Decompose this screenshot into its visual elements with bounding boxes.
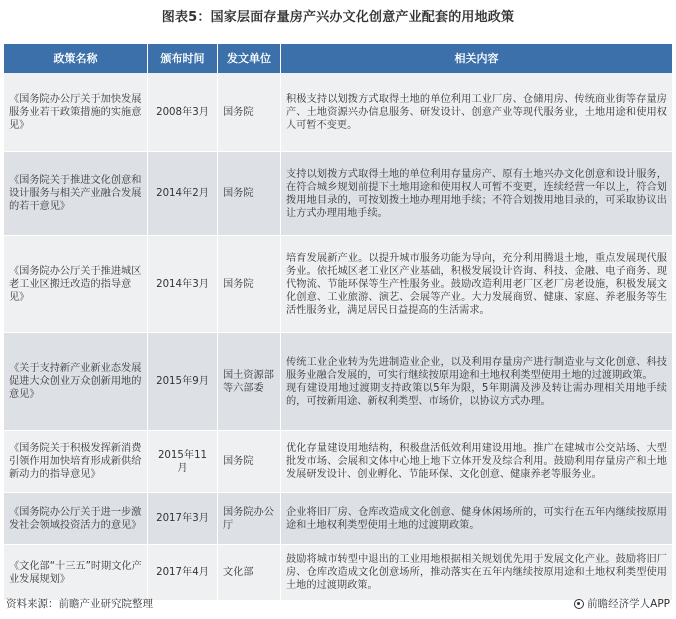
- table-row: [4, 236, 672, 333]
- issue-date-cell: 2017年4月: [148, 545, 218, 601]
- figure-title: 图表5：国家层面存量房产兴办文化创意产业配套的用地政策: [161, 10, 515, 25]
- policy-name-cell: 《国务院关于推进文化创意和设计服务与相关产业融合发展的若干意见》: [4, 152, 148, 236]
- header-content: 相关内容: [281, 44, 672, 73]
- policy-name-cell: 《文化部“十三五”时期文化产业发展规划》: [4, 545, 148, 601]
- issue-date-cell: 2014年3月: [148, 236, 218, 333]
- policy-name-cell: 《国务院办公厅关于推进城区老工业区搬迁改造的指导意见》: [4, 236, 148, 333]
- brand-attribution: [574, 596, 670, 611]
- policy-name-cell: 《国务院关于积极发挥新消费引领作用加快培育形成新供给新动力的指导意见》: [4, 431, 148, 493]
- issue-date-cell: 2014年2月: [148, 152, 218, 236]
- data-source-note: 资料来源：前瞻产业研究院整理: [6, 598, 153, 610]
- table-row: [4, 545, 672, 601]
- issuing-unit-cell: 国务院: [218, 152, 281, 236]
- header-policy-name: 政策名称: [4, 44, 148, 73]
- policy-table: [4, 44, 672, 601]
- issue-date-cell: 2015年11月: [148, 431, 218, 493]
- table-row: [4, 431, 672, 493]
- issue-date-cell: 2008年3月: [148, 73, 218, 152]
- content-cell: 积极支持以划拨方式取得土地的单位利用工业厂房、仓储用房、传统商业街等存量房产、土地资源兴办信息服务、研发设计、创意产业等现代服务业，土地用途和使用权人可暂不变更。: [281, 73, 672, 152]
- content-cell: 企业将旧厂房、仓库改造成文化创意、健身休闲场所的，可实行在五年内继续按原用途和土地权利类型使用土地的过渡期政策。: [281, 493, 672, 545]
- table-row: [4, 152, 672, 236]
- header-issuing-unit: 发文单位: [218, 44, 281, 73]
- table-header-row: [4, 44, 672, 73]
- content-cell: 优化存量建设用地结构，积极盘活低效利用建设用地。推广在建城市公交站场、大型批发市场、会展和文体中心地上地下立体开发及综合利用。鼓励利用存量房产和土地发展研发设计、创业孵化、节能环保、文化创意、健康养老等服务业。: [281, 431, 672, 493]
- content-cell: 传统工业企业转为先进制造业企业，以及利用存量房产进行制造业与文化创意、科技服务业融合发展的，可实行继续按原用途和土地权利类型使用土地的过渡期政策。 现有建设用地过渡期支持政策以5年为限，5年期满及涉及转让需办理相关用地手续的，可按新用途、新权利类型、市场价，以协议方式办理。: [281, 333, 672, 431]
- issuing-unit-cell: 国务院: [218, 236, 281, 333]
- issuing-unit-cell: 国土资源部等六部委: [218, 333, 281, 431]
- content-cell: 培育发展新产业。以提升城市服务功能为导向，充分利用腾退土地，重点发展现代服务业。依托城区老工业区产业基础，积极发展设计咨询、科技、金融、电子商务、现代物流、节能环保等生产性服务业。鼓励改造利用老厂区老厂房老设施，积极发展文化创意、工业旅游、演艺、会展等产业。大力发展商贸、健康、家庭、养老服务等生活性服务业，满足居民日益提高的生活需求。: [281, 236, 672, 333]
- qianzhan-logo-icon: [574, 599, 584, 609]
- issue-date-cell: 2017年3月: [148, 493, 218, 545]
- table-row: [4, 333, 672, 431]
- issuing-unit-cell: 国务院: [218, 73, 281, 152]
- content-cell: 支持以划拨方式取得土地的单位利用存量房产、原有土地兴办文化创意和设计服务，在符合城乡规划前提下土地用途和使用权人可暂不变更，连续经营一年以上，符合划拨用地目录的，可按划拨土地办理用地手续；不符合划拨用地目录的，可采取协议出让方式办理用地手续。: [281, 152, 672, 236]
- table-row: [4, 73, 672, 152]
- policy-name-cell: 《关于支持新产业新业态发展促进大众创业万众创新用地的意见》: [4, 333, 148, 431]
- content-cell: 鼓励将城市转型中退出的工业用地根据相关规划优先用于发展文化产业。鼓励将旧厂房、仓库改造成文化创意场所，推动落实在五年内继续按原用途和土地权利类型使用土地的过渡期政策。: [281, 545, 672, 601]
- policy-name-cell: 《国务院办公厅关于进一步激发社会领域投资活力的意见》: [4, 493, 148, 545]
- issuing-unit-cell: 国务院办公厅: [218, 493, 281, 545]
- header-issue-date: 颁布时间: [148, 44, 218, 73]
- issue-date-cell: 2015年9月: [148, 333, 218, 431]
- policy-name-cell: 《国务院办公厅关于加快发展服务业若干政策措施的实施意见》: [4, 73, 148, 152]
- issuing-unit-cell: 国务院: [218, 431, 281, 493]
- issuing-unit-cell: 文化部: [218, 545, 281, 601]
- table-row: [4, 493, 672, 545]
- brand-label: 前瞻经济学人APP: [587, 598, 670, 610]
